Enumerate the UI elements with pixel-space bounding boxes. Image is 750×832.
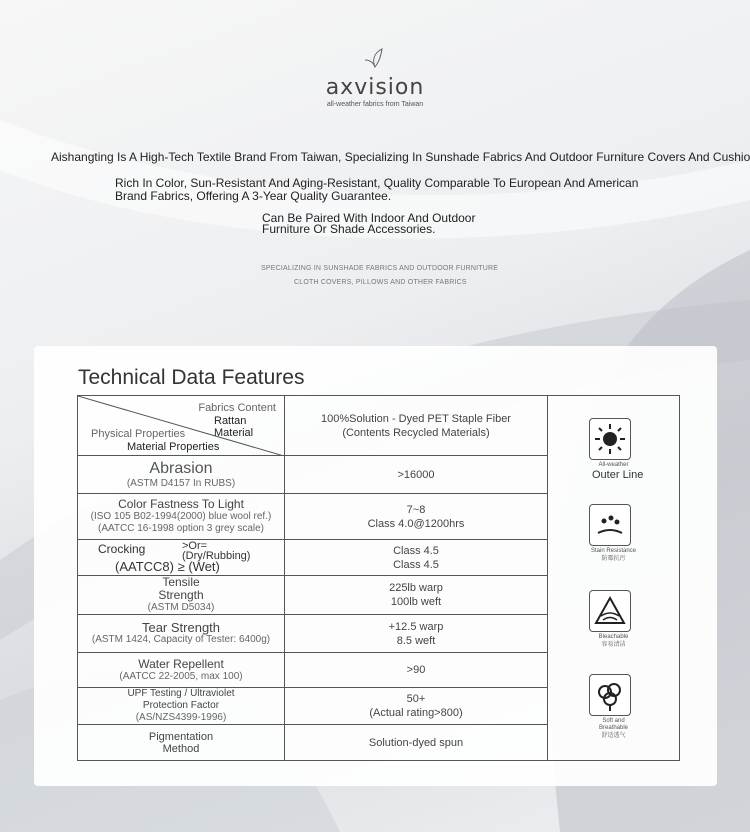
- intro-line-3b: Furniture Or Shade Accessories.: [262, 222, 436, 236]
- row-sub: >Or=: [182, 540, 208, 552]
- intro-line-2a: Rich In Color, Sun-Resistant And Aging-Resistant, Quality Comparable To European And American: [115, 176, 639, 190]
- row-label: Color Fastness To Light: [118, 497, 244, 511]
- icon-label-stain-cn: 防霉抗污: [601, 556, 626, 562]
- row-value-2: Class 4.0@1200hrs: [367, 517, 465, 530]
- physical-properties-label: Physical Properties: [91, 428, 186, 440]
- icon-column: [548, 396, 680, 761]
- row-value-2: 8.5 weft: [396, 634, 436, 647]
- row-value: >16000: [397, 468, 435, 481]
- row-label: Tear Strength: [141, 620, 221, 635]
- row-label: Pigmentation: [148, 730, 214, 743]
- row-sub-2: (Dry/Rubbing): [182, 550, 251, 562]
- content-value-1: 100%Solution - Dyed PET Staple Fiber: [321, 412, 511, 425]
- content-value-2: (Contents Recycled Materials): [342, 426, 490, 439]
- row-value-2: Class 4.5: [393, 558, 439, 571]
- row-label: Tensile: [162, 575, 200, 589]
- row-sub-2: (AATCC 16-1998 option 3 grey scale): [97, 523, 264, 534]
- row-label: Water Repellent: [138, 656, 224, 671]
- row-sub-3: (AATCC8) ≥ (Wet): [115, 559, 220, 574]
- brand-logo: [310, 48, 440, 108]
- section-title: Technical Data Features: [78, 366, 305, 389]
- row-sub: (AATCC 22-2005, max 100): [119, 670, 243, 682]
- outer-line-label: Outer Line: [592, 469, 644, 481]
- brand-tagline: all-weather fabrics from Taiwan: [326, 101, 424, 108]
- row-value: 50+: [406, 693, 426, 705]
- material-properties-label: Material Properties: [127, 441, 220, 453]
- rattan-material-label: Rattan Material: [214, 415, 254, 439]
- icon-label-bleach-cn: 容易清洁: [601, 642, 626, 648]
- icon-label-bleach: Bleachable: [598, 634, 629, 640]
- row-value-2: (Actual rating>800): [369, 707, 463, 719]
- row-value: >90: [406, 664, 426, 676]
- icon-label-all-weather: All-weather: [598, 462, 629, 468]
- row-sub: Method: [162, 742, 200, 755]
- icon-label-stain: Stain Resistance: [590, 548, 637, 554]
- cotton-icon: [589, 674, 631, 716]
- row-value: Class 4.5: [393, 544, 439, 557]
- header-diagonal-cell: [78, 396, 285, 456]
- row-sub-2: (ASTM D5034): [147, 602, 215, 613]
- bleach-icon: [589, 590, 631, 632]
- leaf-icon: [360, 48, 390, 68]
- content-value-cell: [285, 396, 548, 456]
- intro-small-1: SPECIALIZING IN SUNSHADE FABRICS AND OUTDOOR FURNITURE: [261, 265, 499, 272]
- intro-small-2: CLOTH COVERS, PILLOWS AND OTHER FABRICS: [294, 279, 467, 286]
- row-label: Abrasion: [149, 459, 213, 477]
- intro-line-3a: Can Be Paired With Indoor And Outdoor: [262, 211, 476, 225]
- icon-label-soft-cn: 舒适透气: [601, 733, 626, 739]
- row-sub: Protection Factor: [142, 700, 220, 711]
- row-sub: (ISO 105 B02-1994(2000) blue wool ref.): [90, 511, 272, 522]
- sun-icon: [589, 418, 631, 460]
- intro-line-2b: Brand Fabrics, Offering A 3-Year Quality Guarantee.: [115, 189, 392, 203]
- intro-line-1: Aishangting Is A High-Tech Textile Brand From Taiwan, Specializing In Sunshade Fabrics And Outdoor Furniture Covers And Cushio: [51, 150, 750, 164]
- icon-label-breathable: Breathable: [598, 725, 629, 731]
- row-value: 7~8: [406, 503, 426, 516]
- row-value-2: 100lb weft: [390, 596, 442, 608]
- row-sub-2: (AS/NZS4399-1996): [135, 712, 227, 723]
- icon-label-soft: Soft and: [602, 718, 625, 724]
- row-value: 225lb warp: [389, 582, 443, 594]
- row-value: +12.5 warp: [388, 620, 444, 633]
- row-sub: (ASTM 1424, Capacity of Tester: 6400g): [91, 634, 271, 645]
- row-label: UPF Testing / Ultraviolet: [127, 688, 235, 699]
- row-sub: (ASTM D4157 In RUBS): [126, 477, 236, 489]
- row-label: Crocking: [98, 542, 146, 556]
- stain-icon: [589, 504, 631, 546]
- technical-data-table: [77, 395, 680, 761]
- fabrics-content-label: Fabrics Content: [198, 402, 276, 414]
- brand-name: axvision: [325, 75, 425, 100]
- row-sub: Strength: [158, 588, 204, 602]
- row-value: Solution-dyed spun: [368, 736, 464, 749]
